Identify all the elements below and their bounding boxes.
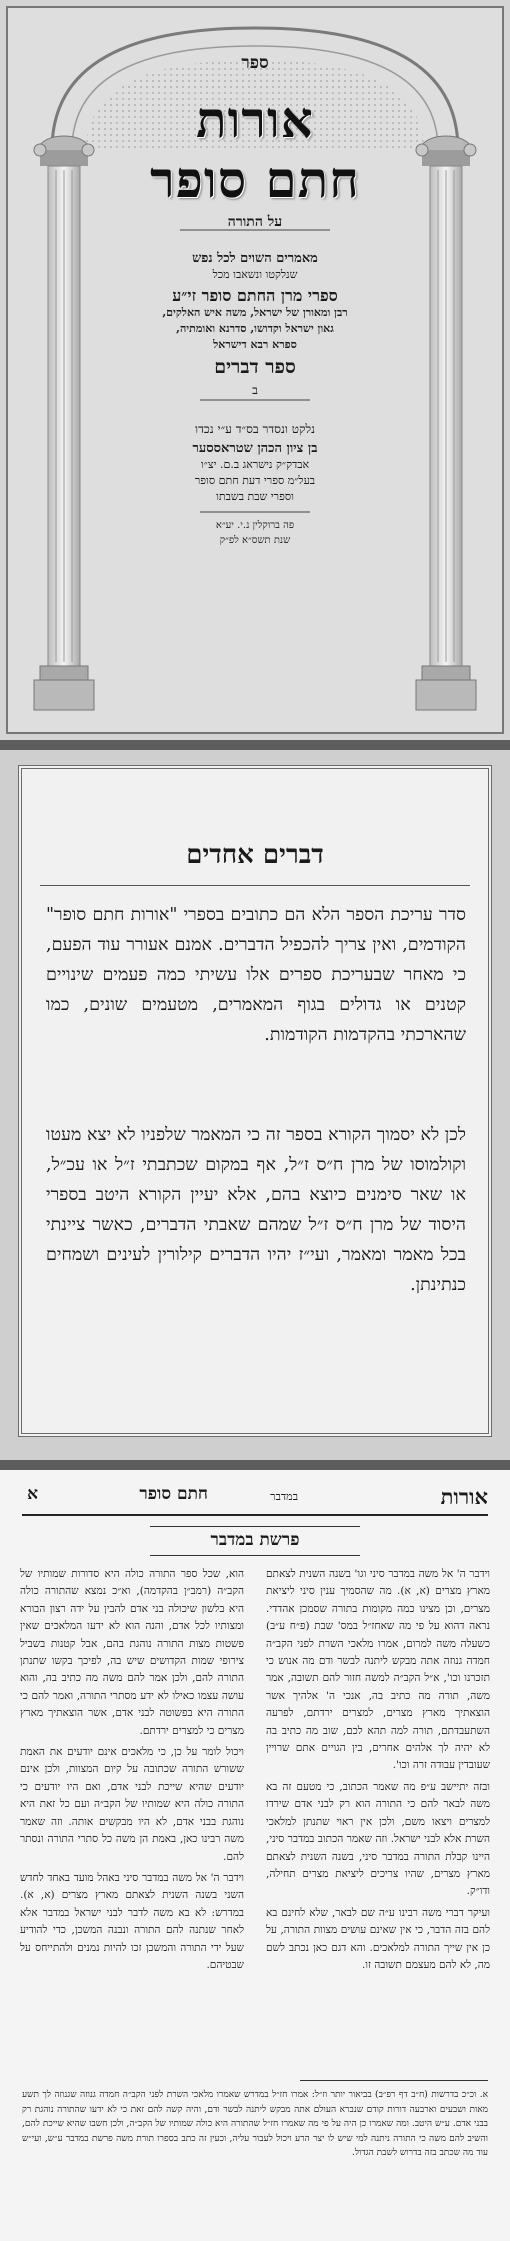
publication-place: פה ברוקלין נ.י. יע״א bbox=[215, 520, 295, 531]
book-title-line1: אורות bbox=[196, 90, 314, 149]
paragraph: וידבר ה' אל משה במדבר סיני באהל מועד באחד לחדש השני בשנה השנית לצאתם מארץ מצרים (א, א). במדרש: לא בא משה לדבר לבני ישראל במדבר אלא לאחר שנתנה להם התורה ונבנה המשכן, כדי להודיע שעל ידי התורה והמשכן זכו להיות נמנים ולהתייחס על שבטיהם. bbox=[20, 1871, 244, 1971]
title-page bbox=[0, 0, 510, 740]
right-column bbox=[416, 136, 476, 710]
title-prefix: ספר bbox=[241, 53, 269, 73]
author-line: ספרי מרן החתם סופר זי״ע bbox=[172, 286, 338, 305]
text-column-left bbox=[20, 1566, 244, 1978]
volume-number: ב bbox=[252, 383, 258, 397]
heading-divider bbox=[40, 885, 470, 886]
running-header bbox=[22, 1484, 488, 1514]
book-title-line2: חתם סופר bbox=[150, 150, 360, 209]
header-book-title: אורות bbox=[440, 1484, 488, 1509]
editor-line5: וספרי שבת בשבתו bbox=[216, 490, 294, 503]
paragraph: ועיקר דברי משה רבינו ע״ה שם לבאר, שלא לחינם בא להם בזה הדבר, כי אין שאינם עושים מצוות התורה, על כן אין שייך התורה למלאכים. והא דגם כאן נכתב לשם מה, לא להם מעצמם תשובה זו. bbox=[266, 1906, 490, 1971]
editor-line1: נלקט ונסדר בס״ד ע״י נכדו bbox=[195, 422, 315, 436]
preface-page bbox=[0, 750, 510, 1460]
editor-line4: בעל״מ ספרי דעת חתם סופר bbox=[194, 474, 316, 487]
paragraph: וידבר ה' אל משה במדבר סיני וגו' בשנה השנית לצאתם מארץ מצרים (א, א). מה שהסמיך ענין סיני ליציאת מצרים, וכן מצינו כמה מקומות בתורה שסמכן אהדדי. נראה דהוא על פי מה שאחז״ל במס' שבת (פ״ח ע״ב) כשעלה משה למרום, אמרו מלאכי השרת לפני הקב״ה חמדה גנוזה אתה מבקש ליתנה לבשר ודם מה אנוש כי תזכרנו וכו', א״ל הקב״ה למשה חזור להם תשובה, אמר משה, תורה מה כתיב בה, אנכי ה' אלהיך אשר הוצאתיך מארץ מצרים, למצרים ירדתם, לפרעה השתעבדתם, תורה למה תהא לכם, שוב מה כתיב בה לא יהיה לך אלהים אחרים, בין הגויים אתם שרויין שעובדין עבודה זרה וכו'. bbox=[266, 1568, 490, 1772]
author-praise-line2: גאון ישראל וקדושו, סדרנא ואומתיה, bbox=[176, 322, 334, 335]
book-subtitle: על התורה bbox=[227, 214, 283, 230]
description-line1: מאמרים השוים לכל נפש bbox=[192, 251, 318, 266]
paragraph: ויכול לומר על כן, כי מלאכים אינם יודעים את האמת ששורש התורה שכתובה על קיום המצוות, ולכן אינם יודעים שהיא שייכת לבני אדם, ואם היו יודעים כי התורה כולה היא שמותיו של הקב״ה ועם כל זאת היא נוהגת בבני אדם, לא היו מבקשים אותה. וזה שאמר משה רבינו כאן, באמת הן משה כל סתרי התורה ונסתר להם. bbox=[20, 1746, 244, 1863]
author-praise-line3: ספרא רבא דישראל bbox=[213, 338, 297, 351]
footnote: א. וכ״כ בדרשות (ח״ב דף רפ״ב) בביאור יותר וז״ל: אמרו חז״ל במדרש שאמרו מלאכי השרת לפני הקב״ה חמדה גנוזה שגנוזה לך תשע מאות ושבעים וארבעה דורות קודם שנברא העולם אתה מבקש ליתנה לבשר ודם, והיה קשה להם זאת כי לא ידעו שהתורה נוהגת רק בבני אדם. ע״ש היטב. ומה שאמרו כן היה על פי מה שאמרו חז״ל שהתורה היא כולה שמותיו של הקב״ה, ולכן חשבו שהיא שייכת להם, והשיב להם משה כי התורה ניתנה למי שיש לו יצר הרע ויכול לעבור עליה, וכעין זה כתב בספרו תורת משה פרשת במדבר ע״ש, ועי״ש עוד מה שכתב בזה בדרוש לשבת הגדול. bbox=[22, 2090, 488, 2158]
header-section: במדבר bbox=[270, 1490, 298, 1503]
preface-paragraph-1: סדר עריכת הספר הלא הם כתובים בספרי "אורות חתם סופר" הקודמים, ואין צריך להכפיל הדברים. אמנם אעורר עוד הפעם, כי מאחר שבעריכת ספרים אלו עשיתי כמה פעמים שינויים קטנים או גדולים בגוף המאמרים, מטעמים שונים, כמו שהארכתי בהקדמות הקודמות. bbox=[46, 905, 466, 1045]
publication-year: שנת תשס״א לפ״ק bbox=[219, 535, 291, 546]
text-column-right bbox=[266, 1566, 490, 1978]
paragraph: הוא, שכל ספר התורה כולה היא סדורות שמותיו של הקב״ה (רמב״ן בהקדמה), וא״כ נמצא שהתורה כולה היא בלשון שיכולה בני אדם להבין על ידה רצון הבורא ומצותיו לכל אדם, והנה הוא לא ידעו המלאכים שאין פשטות מצות התורה נוהגת בהם, אבל קטנות בשביל צירופי שמות הקדושים שיש בה, לפיכך בקשו שתנתן התורה להם, ולכן אמר להם משה מה כתיב בה, והוא עושה עצמו כאילו לא ידע מסתרי התורה, ואמר להם כי התורה היא בפשוטה לבני אדם, אשר הוצאתיך מארץ מצרים כי למצרים ירדתם. bbox=[20, 1568, 244, 1737]
left-column bbox=[34, 136, 94, 710]
text-page bbox=[0, 1470, 510, 2241]
description-line2: שנלקטו ונשאבו מכל bbox=[212, 268, 298, 281]
header-author: חתם סופר bbox=[139, 1484, 208, 1504]
page-number: א bbox=[27, 1484, 38, 1504]
paragraph: ובזה יתיישב ע״פ מה שאמר הכתוב, כי מטעם זה בא משה לבאר להם כי התורה הוא רק לבני אדם שירדו למצרים ויצאו משם, ולכן אין ראוי שתנתן למלאכי השרת אלא לבני ישראל. וזה שאמר הכתוב במדבר סיני, היינו קבלת התורה במדבר סיני, בשנה השנית לצאתם מארץ מצרים, שהיו צריכים ליציאת מצרים תחילה, ודו״ק. bbox=[266, 1780, 490, 1898]
editor-name: בן ציון הכהן שטראססער bbox=[192, 441, 318, 456]
author-praise-line1: רבן ומאורן של ישראל, משה איש האלקים, bbox=[162, 306, 348, 319]
parasha-title: פרשת במדבר bbox=[210, 1530, 300, 1550]
header-rule bbox=[22, 1514, 488, 1516]
preface-paragraph-2: לכן לא יסמוך הקורא בספר זה כי המאמר שלפניו לא יצא מעטו וקולמוסו של מרן ח״ס ז״ל, אף במקום שכתבתי ז״ל או עכ״ל, או שאר סימנים כיוצא בהם, אלא יעיין הקורא היטב בספרי היסוד של מרן ח״ס ז״ל שמהם שאבתי הדברים, כאשר ציינתי בכל מאמר ומאמר, ועי״ז יהיו הדברים קילורין לעינים ושמחים כנתינתן. bbox=[46, 1125, 466, 1295]
preface-heading: דברים אחדים bbox=[186, 840, 324, 870]
editor-line3: אבדק״ק נישראג ב.ם. יצ״ו bbox=[200, 458, 310, 471]
volume-title: ספר דברים bbox=[214, 356, 296, 378]
footnote-divider bbox=[300, 2080, 488, 2081]
